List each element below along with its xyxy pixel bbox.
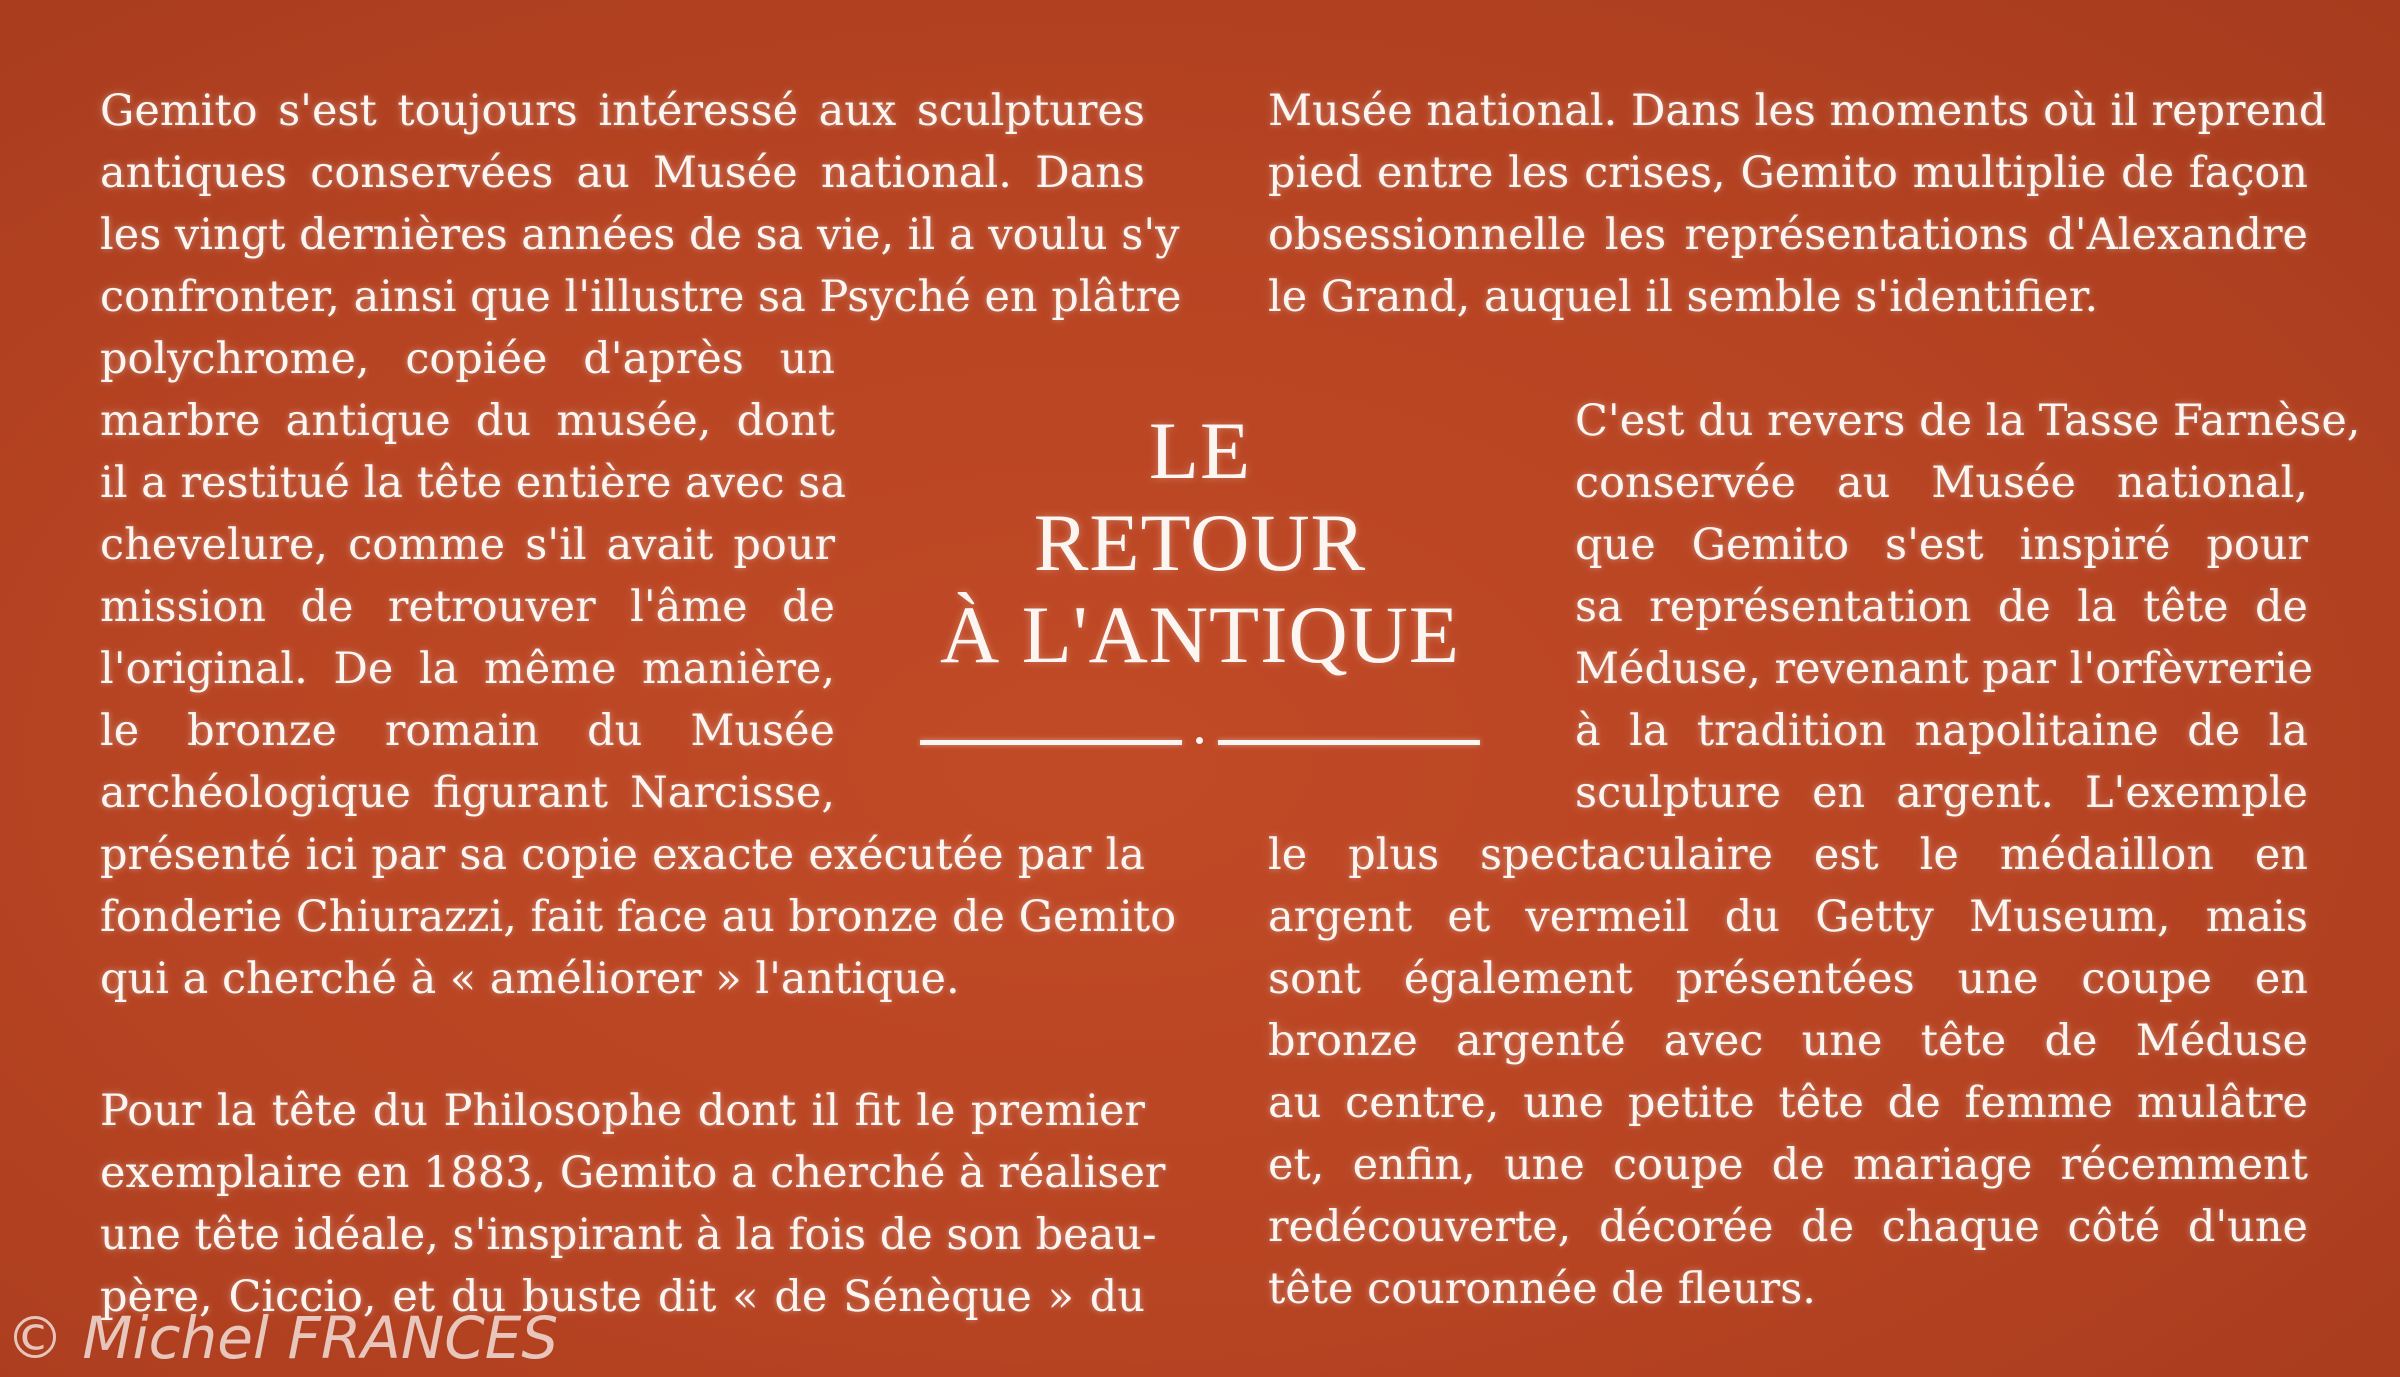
right-text-line: au centre, une petite tête de femme mulâtre xyxy=(1268,1078,2308,1128)
left-text-line: père, Ciccio, et du buste dit « de Sénèque » du xyxy=(100,1272,1145,1322)
right-text-line: le plus spectaculaire est le médaillon en xyxy=(1268,830,2308,880)
left-text-line: antiques conservées au Musée national. Dans xyxy=(100,148,1145,198)
left-text-line: chevelure, comme s'il avait pour xyxy=(100,520,835,570)
right-text-line: sont également présentées une coupe en xyxy=(1268,954,2308,1004)
right-text-line: C'est du revers de la Tasse Farnèse, xyxy=(1575,396,2361,446)
left-text-line: présenté ici par sa copie exacte exécutée par la xyxy=(100,830,1145,880)
title-line-3: À L'ANTIQUE xyxy=(940,589,1460,680)
left-text-line: exemplaire en 1883, Gemito a cherché à réaliser xyxy=(100,1148,1166,1198)
left-text-line: marbre antique du musée, dont xyxy=(100,396,835,446)
right-text-line: Méduse, revenant par l'orfèvrerie xyxy=(1575,644,2314,694)
left-text-line: confronter, ainsi que l'illustre sa Psyché en plâtre xyxy=(100,272,1182,322)
right-text-line: obsessionnelle les représentations d'Alexandre xyxy=(1268,210,2308,260)
left-text-line: l'original. De la même manière, xyxy=(100,644,835,694)
title-line-1: LE xyxy=(1148,405,1252,496)
left-text-line: fonderie Chiurazzi, fait face au bronze de Gemito xyxy=(100,892,1177,942)
left-text-line: il a restitué la tête entière avec sa xyxy=(100,458,846,508)
right-text-line: que Gemito s'est inspiré pour xyxy=(1575,520,2308,570)
right-text-line: sa représentation de la tête de xyxy=(1575,582,2308,632)
right-text-line: le Grand, auquel il semble s'identifier. xyxy=(1268,272,2099,322)
left-text-line: mission de retrouver l'âme de xyxy=(100,582,835,632)
right-text-line: à la tradition napolitaine de la xyxy=(1575,706,2308,756)
left-text-line: qui a cherché à « améliorer » l'antique. xyxy=(100,954,960,1004)
title-rule-right xyxy=(1218,740,1480,745)
title-rule-left xyxy=(920,740,1182,745)
right-text-line: bronze argenté avec une tête de Méduse xyxy=(1268,1016,2308,1066)
right-text-line: conservée au Musée national, xyxy=(1575,458,2308,508)
right-text-line: argent et vermeil du Getty Museum, mais xyxy=(1268,892,2308,942)
right-text-line: sculpture en argent. L'exemple xyxy=(1575,768,2308,818)
left-text-line: Gemito s'est toujours intéressé aux sculptures xyxy=(100,86,1145,136)
title-rule-dot xyxy=(1196,737,1203,744)
right-text-line: tête couronnée de fleurs. xyxy=(1268,1264,1816,1314)
left-text-line: Pour la tête du Philosophe dont il fit le premier xyxy=(100,1086,1145,1136)
copyright-watermark: © Michel FRANCES xyxy=(6,1304,559,1372)
left-text-line: une tête idéale, s'inspirant à la fois de son beau- xyxy=(100,1210,1157,1260)
left-text-line: les vingt dernières années de sa vie, il a voulu s'y xyxy=(100,210,1180,260)
title-line-2: RETOUR xyxy=(1033,497,1367,588)
left-text-line: polychrome, copiée d'après un xyxy=(100,334,835,384)
right-text-line: et, enfin, une coupe de mariage récemment xyxy=(1268,1140,2308,1190)
right-text-line: Musée national. Dans les moments où il reprend xyxy=(1268,86,2327,136)
right-text-line: redécouverte, décorée de chaque côté d'une xyxy=(1268,1202,2308,1252)
left-text-line: archéologique figurant Narcisse, xyxy=(100,768,835,818)
left-text-line: le bronze romain du Musée xyxy=(100,706,835,756)
right-text-line: pied entre les crises, Gemito multiplie de façon xyxy=(1268,148,2308,198)
